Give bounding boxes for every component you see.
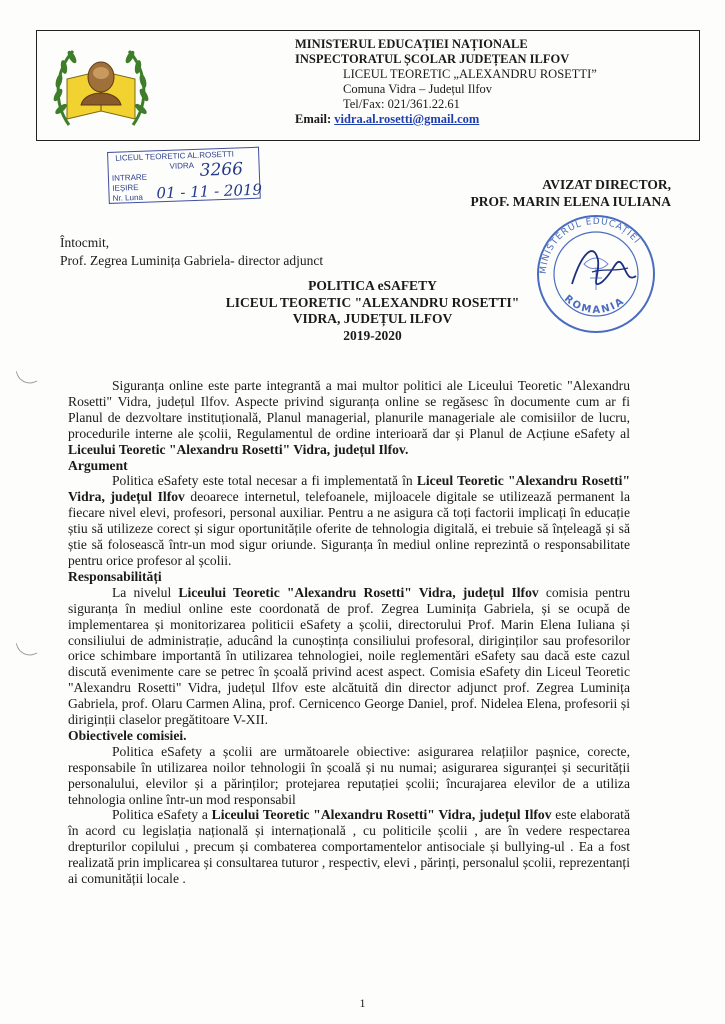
objectives-paragraph-2 xyxy=(68,807,630,887)
title-line-1: POLITICA eSAFETY xyxy=(308,278,437,293)
director-approval xyxy=(470,176,671,210)
punch-mark xyxy=(16,638,38,660)
stamp-entry: INTRARE xyxy=(111,172,148,183)
title-line-4: 2019-2020 xyxy=(343,327,402,343)
resp-text-start: La nivelul xyxy=(112,584,179,600)
school-address: Comuna Vidra – Județul Ilfov xyxy=(343,82,492,96)
email-label: Email: xyxy=(295,112,332,126)
approval-name: PROF. MARIN ELENA IULIANA xyxy=(470,194,671,209)
registration-stamp xyxy=(107,146,279,210)
school-name: LICEUL TEORETIC „ALEXANDRU ROSETTI” xyxy=(343,67,597,81)
argument-text-end: deoarece internetul, telefoanele, mijloacele digitale se utilizează permanent la fiecare nivel elevi, profesori, personal auxiliar. Pentru a ne asigura că toți factorii implicați în educație știu să utilizeze corect și sigur oportunitățile oferite de tehnologia digitală, ei trebuie să înțeleagă și să știe să folosească într-un mod sigur oriunde. Siguranța în mediul online reprezintă o responsabilitate pentru orice profesor al școlii. xyxy=(68,489,630,568)
svg-text:ROMANIA: ROMANIA xyxy=(561,293,628,317)
page-number: 1 xyxy=(359,996,366,1010)
document-body xyxy=(68,378,630,887)
intro-paragraph xyxy=(68,378,630,458)
punch-mark xyxy=(16,366,38,388)
objectives-heading: Obiectivele comisiei. xyxy=(68,727,187,743)
obj2-text-end: este elaborată în acord cu legislația națională și internațională , cu politicile școlii , are în vedere respectarea drepturilor copilului , precum și combaterea comportamentelor antisociale și bullying-ul . Ea a fost realizată prin implicarea și consultarea tuturor , respectiv, elevi , părinți, personalul școlii, reprezentanți ai comunității locale . xyxy=(68,807,630,887)
title-line-2: LICEUL TEORETIC "ALEXANDRU ROSETTI" xyxy=(225,294,520,310)
argument-heading: Argument xyxy=(68,457,128,473)
resp-text-end: comisia pentru siguranța în mediul online este coordonată de prof. Zegrea Luminița Gabriela, și se ocupă de implementarea și monitorizarea politicii eSafety a școlii, directorului Prof. Marin Elena Iuliana și consiliului de administrație, aducând la cunoștința consiliului profesoral, diriginților sau profesorilor orice schimbare importantă în utilizarea tehnologiei, noile reglementări eSafety sau dacă este cazul discută evenimente care se petrec în școală privind acest aspect. Comisia eSafety din Liceul Teoretic "Alexandru Rosetti" Vidra, județul Ilfov este alcătuită din director adjunct prof. Zegrea Luminița Gabriela, prof. Olaru Carmen Alina, prof. Cernicenco George Daniel, prof. Nidelea Elena, profesorii și diriginții claselor pregătitoare V-XII. xyxy=(68,584,631,728)
stamp-nr: Nr. Luna xyxy=(112,192,144,203)
argument-text-start: Politica eSafety este total necesar a fi implementată în xyxy=(112,473,417,489)
resp-school-name: Liceului Teoretic "Alexandru Rosetti" Vidra, județul Ilfov xyxy=(178,584,539,600)
email-row xyxy=(295,112,695,127)
title-line-3: VIDRA, JUDEȚUL ILFOV xyxy=(292,311,453,326)
school-phone: Tel/Fax: 021/361.22.61 xyxy=(343,97,460,111)
responsibilities-heading: Responsabilități xyxy=(68,568,162,584)
ministry-name: MINISTERUL EDUCAȚIEI NAȚIONALE xyxy=(295,37,528,51)
letterhead-text xyxy=(295,37,695,127)
obj2-school-name: Liceului Teoretic "Alexandru Rosetti" Vidra, județul Ilfov xyxy=(211,807,552,823)
approval-title: AVIZAT DIRECTOR, xyxy=(542,177,671,192)
intro-school-name: Liceului Teoretic "Alexandru Rosetti" Vidra, județul Ilfov. xyxy=(68,441,409,457)
obj2-text-start: Politica eSafety a xyxy=(112,807,212,823)
objectives-paragraph-1: Politica eSafety a școlii are următoarele obiective: asigurarea relațiilor pașnice, corecte, responsabile în utilizarea noilor tehnologii în școală și nu numai; asigurarea siguranței și securității personalului, elevilor și a părinților; protejarea reputației școlii; încurajarea elevilor de a utiliza tehnologia online într-un mod responsabil xyxy=(68,743,630,807)
argument-paragraph xyxy=(68,473,630,568)
argument-school-name: Liceul Teoretic "Alexandru Rosetti" Vidra, județul Ilfov xyxy=(68,473,630,505)
prepared-by-label: Întocmit, xyxy=(60,235,110,250)
intro-text: Siguranța online este parte integrantă a mai multor politici ale Liceului Teoretic "Alexandru Rosetti" Vidra, județul Ilfov. Aspecte privind siguranța online se regăsesc în documente cum ar fi Planul de dezvoltare instituțională, Planul managerial, planurile manageriale ale comisiilor de lucru, procedurile interne ale școlii, Regulamentul de ordine interioară dar și Planul de Acțiune eSafety al xyxy=(68,378,630,441)
school-logo-icon xyxy=(47,33,155,139)
svg-text:MINISTERUL EDUCAȚIEI: MINISTERUL EDUCAȚIEI xyxy=(538,216,642,275)
prepared-by xyxy=(60,234,323,270)
prepared-by-name: Prof. Zegrea Luminița Gabriela- director adjunct xyxy=(60,253,324,268)
document-title xyxy=(0,278,725,344)
stamp-exit: IEȘIRE xyxy=(112,182,139,193)
email-link[interactable]: vidra.al.rosetti@gmail.com xyxy=(334,112,480,126)
stamp-date: 01 - 11 - 2019 xyxy=(156,180,263,203)
inspectorate-name: INSPECTORATUL ȘCOLAR JUDEȚEAN ILFOV xyxy=(295,52,570,66)
stamp-number: 3266 xyxy=(199,159,244,181)
letterhead xyxy=(36,30,700,141)
stamp-town: VIDRA xyxy=(169,160,195,171)
responsibilities-paragraph xyxy=(68,585,630,728)
stamp-school: LICEUL TEORETIC AL.ROSETTI xyxy=(115,149,235,163)
